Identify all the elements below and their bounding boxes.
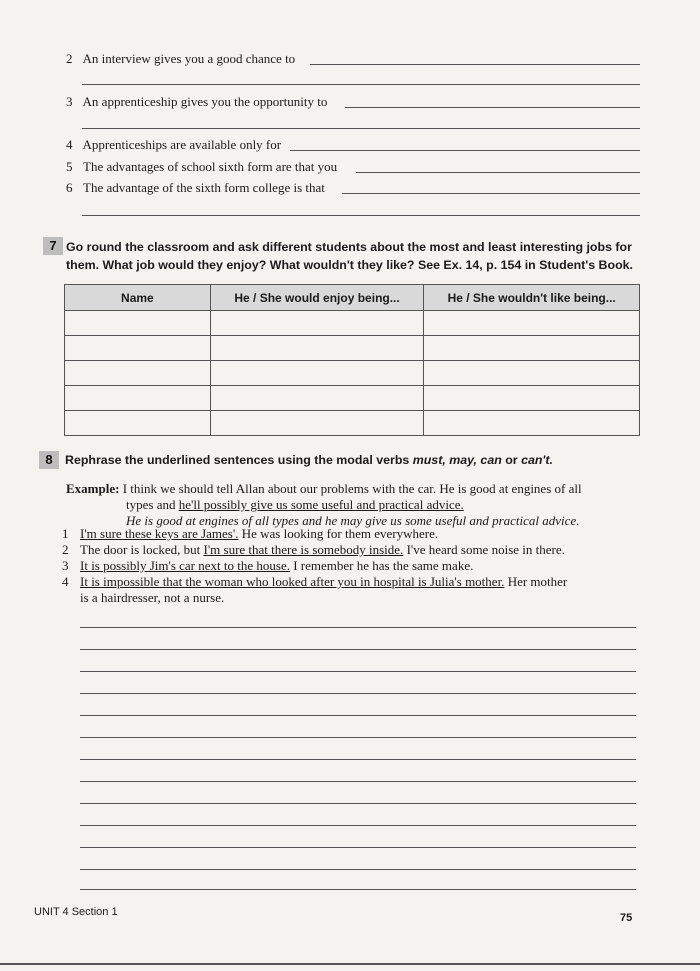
table-cell[interactable] <box>210 361 424 386</box>
underlined-sentence: I'm sure these keys are James'. <box>80 526 239 541</box>
answer-line[interactable] <box>82 84 640 85</box>
page-edge <box>0 963 700 965</box>
table-cell[interactable] <box>424 411 640 436</box>
table-row <box>65 336 640 361</box>
modal-verbs: must, may, can <box>412 453 502 467</box>
item-2 <box>66 51 295 67</box>
table-cell[interactable] <box>210 386 424 411</box>
item-text: An interview gives you a good chance to <box>82 51 296 66</box>
exercise-7-number: 7 <box>43 237 63 255</box>
item-rest: Her mother <box>504 574 568 589</box>
item-text: An apprenticeship gives you the opportunity to <box>82 94 328 109</box>
example-underlined: he'll possibly give us some useful and practical advice. <box>178 497 464 512</box>
answer-line[interactable] <box>80 715 636 716</box>
survey-table <box>64 284 640 436</box>
item-text: The advantages of school sixth form are that you <box>83 159 338 174</box>
answer-line[interactable] <box>80 737 636 738</box>
answer-line[interactable] <box>345 107 640 108</box>
example-line-1: I think we should tell Allan about our problems with the car. He is good at engines of all <box>122 481 582 496</box>
table-cell[interactable] <box>424 386 640 411</box>
answer-line[interactable] <box>82 215 640 216</box>
table-header-row <box>65 285 640 311</box>
modal-verb-last: can't. <box>521 453 553 467</box>
item-number: 2 <box>62 542 69 557</box>
answer-line[interactable] <box>80 627 636 628</box>
example-line-2: types and <box>126 497 179 512</box>
instructions-line-1: Go round the classroom and ask different students about the most and least interesting jobs for <box>66 240 632 254</box>
answer-line[interactable] <box>80 869 636 870</box>
underlined-sentence: It is possibly Jim's car next to the house. <box>80 558 290 573</box>
item-number: 3 <box>66 94 73 109</box>
item-text: Apprenticeships are available only for <box>82 137 282 152</box>
table-cell[interactable] <box>424 361 640 386</box>
exercise-8-items <box>62 526 642 606</box>
exercise-7-instructions <box>66 238 633 274</box>
item-rest: He was looking for them everywhere. <box>238 526 439 541</box>
table-row <box>65 386 640 411</box>
list-item <box>62 542 642 558</box>
table-cell[interactable] <box>210 311 424 336</box>
table-cell[interactable] <box>65 411 211 436</box>
answer-line[interactable] <box>80 803 636 804</box>
column-header-not-like: He / She wouldn't like being... <box>424 285 640 311</box>
table-cell[interactable] <box>65 361 211 386</box>
table-cell[interactable] <box>424 336 640 361</box>
answer-line[interactable] <box>80 889 636 890</box>
list-item <box>62 558 642 574</box>
table-cell[interactable] <box>65 311 211 336</box>
table-row <box>65 411 640 436</box>
example-label: Example: <box>66 481 120 496</box>
table-cell[interactable] <box>210 411 424 436</box>
underlined-sentence: I'm sure that there is somebody inside. <box>203 542 404 557</box>
item-4 <box>66 137 281 153</box>
item-text: The advantage of the sixth form college is that <box>83 180 325 195</box>
section-label: Section 1 <box>71 906 118 918</box>
instructions-line-2: them. What job would they enjoy? What wouldn't they like? See Ex. 14, p. 154 in Student's Book. <box>66 258 633 272</box>
answer-line[interactable] <box>356 172 640 173</box>
column-header-enjoy: He / She would enjoy being... <box>210 285 424 311</box>
underlined-sentence: It is impossible that the woman who looked after you in hospital is Julia's mother. <box>80 574 505 589</box>
answer-line[interactable] <box>80 847 636 848</box>
item-number: 5 <box>66 159 73 174</box>
unit-label: UNIT 4 <box>34 906 69 918</box>
item-number: 2 <box>66 51 73 66</box>
item-number: 6 <box>66 180 73 195</box>
item-4-continuation: is a hairdresser, not a nurse. <box>80 590 225 605</box>
instructions-text: Rephrase the underlined sentences using the modal verbs <box>65 453 413 467</box>
exercise-8-number: 8 <box>39 451 59 469</box>
item-number: 1 <box>62 526 69 541</box>
item-3 <box>66 94 327 110</box>
answer-line[interactable] <box>80 825 636 826</box>
page-number: 75 <box>620 912 633 924</box>
answer-line[interactable] <box>82 128 640 129</box>
answer-line[interactable] <box>310 64 640 65</box>
table-cell[interactable] <box>210 336 424 361</box>
table-row <box>65 361 640 386</box>
instructions-or: or <box>501 453 522 467</box>
item-rest: I've heard some noise in there. <box>403 542 565 557</box>
answer-line[interactable] <box>290 150 640 151</box>
answer-line[interactable] <box>342 193 640 194</box>
answer-line[interactable] <box>80 693 636 694</box>
item-5 <box>66 159 337 175</box>
table-cell[interactable] <box>65 336 211 361</box>
table-row <box>65 311 640 336</box>
column-header-name: Name <box>65 285 211 311</box>
unit-section-label <box>34 906 118 918</box>
answer-line[interactable] <box>80 781 636 782</box>
list-item <box>62 526 642 542</box>
list-item <box>62 574 642 590</box>
item-number: 3 <box>62 558 69 573</box>
item-number: 4 <box>62 574 69 589</box>
answer-line[interactable] <box>80 671 636 672</box>
item-number: 4 <box>66 137 73 152</box>
item-rest: I remember he has the same make. <box>289 558 474 573</box>
item-pre: The door is locked, but <box>80 542 204 557</box>
example-answer: He is good at engines of all types and he may give us some useful and practical advice. <box>126 513 580 528</box>
example-block <box>66 481 636 529</box>
answer-line[interactable] <box>80 649 636 650</box>
exercise-8-instructions <box>65 451 553 469</box>
table-cell[interactable] <box>424 311 640 336</box>
item-6 <box>66 180 325 196</box>
table-cell[interactable] <box>65 386 211 411</box>
answer-line[interactable] <box>80 759 636 760</box>
